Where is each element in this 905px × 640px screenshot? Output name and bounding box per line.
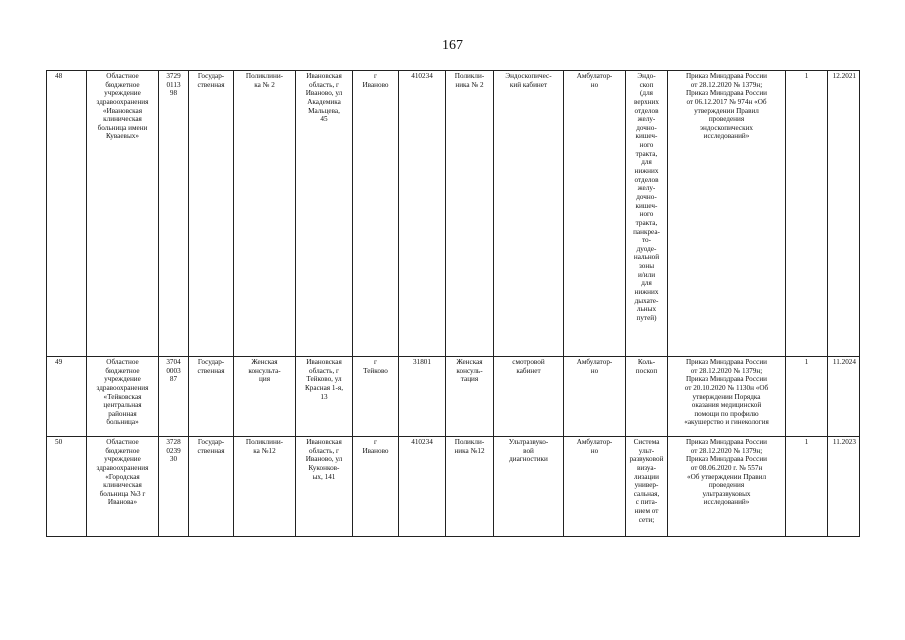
- care-condition: Амбулатор- но: [564, 71, 626, 357]
- settlement: г Иваново: [353, 437, 399, 537]
- delivery-date: 12.2021: [828, 71, 860, 357]
- organization-code: 3728 0239 30: [159, 437, 189, 537]
- address: Ивановская область, г Тейково, ул Красная 1-я, 13: [296, 357, 353, 437]
- department: Женская консуль- тация: [446, 357, 494, 437]
- care-condition: Амбулатор- но: [564, 437, 626, 537]
- row-number: 49: [47, 357, 87, 437]
- equipment-name: Система ульт- развуковой визуа- лизации универ- сальная, с пита- нием от сети;: [626, 437, 668, 537]
- organization-name: Областное бюджетное учреждение здравоохранения «Тейковская центральная районная больница»: [87, 357, 159, 437]
- department: Поликли- ника № 2: [446, 71, 494, 357]
- address: Ивановская область, г Иваново, ул Академика Мальцева, 45: [296, 71, 353, 357]
- room-name: смотровой кабинет: [494, 357, 564, 437]
- care-condition: Амбулатор- но: [564, 357, 626, 437]
- ownership-form: Государ- ственная: [189, 71, 234, 357]
- organization-code: 3729 0113 98: [159, 71, 189, 357]
- equipment-table: [46, 70, 860, 537]
- regulation-order: Приказ Минздрава России от 28.12.2020 № 1379н; Приказ Минздрава России от 06.12.2017 № 974н «Об утверждении Правил проведения эндоскопических исследований»: [668, 71, 786, 357]
- unit-name: Женская консульта- ция: [234, 357, 296, 437]
- code-number: 31801: [399, 357, 446, 437]
- department: Поликли- ника №12: [446, 437, 494, 537]
- regulation-order: Приказ Минздрава России от 28.12.2020 № 1379н; Приказ Минздрава России от 08.06.2020 г. № 557н «Об утверждении Правил проведения ультразвуковых исследований»: [668, 437, 786, 537]
- equipment-name: Эндо- скоп (для верхних отделов желу- дочно- кишеч- ного тракта, для нижних отделов желу- дочно- кишеч- ного тракта, панкреа- то- дуоде- нальной зоны и/или для нижних дыхате- льных путей): [626, 71, 668, 357]
- quantity: 1: [786, 437, 828, 537]
- settlement: г Иваново: [353, 71, 399, 357]
- unit-name: Поликлини- ка № 2: [234, 71, 296, 357]
- organization-code: 3704 0003 87: [159, 357, 189, 437]
- row-number: 50: [47, 437, 87, 537]
- page-number: 167: [442, 38, 463, 53]
- quantity: 1: [786, 71, 828, 357]
- ownership-form: Государ- ственная: [189, 357, 234, 437]
- organization-name: Областное бюджетное учреждение здравоохранения «Ивановская клиническая больница имени Куваевых»: [87, 71, 159, 357]
- organization-name: Областное бюджетное учреждение здравоохранения «Городская клиническая больница №3 г Иванова»: [87, 437, 159, 537]
- settlement: г Тейково: [353, 357, 399, 437]
- unit-name: Поликлини- ка №12: [234, 437, 296, 537]
- code-number: 410234: [399, 71, 446, 357]
- delivery-date: 11.2023: [828, 437, 860, 537]
- address: Ивановская область, г Иваново, ул Куконков- ых, 141: [296, 437, 353, 537]
- table-row: [47, 357, 860, 437]
- quantity: 1: [786, 357, 828, 437]
- equipment-name: Коль- поскоп: [626, 357, 668, 437]
- code-number: 410234: [399, 437, 446, 537]
- delivery-date: 11.2024: [828, 357, 860, 437]
- table-row: [47, 71, 860, 357]
- room-name: Ультразвуко- вой диагностики: [494, 437, 564, 537]
- row-number: 48: [47, 71, 87, 357]
- room-name: Эндоскопичес- кий кабинет: [494, 71, 564, 357]
- table-row: [47, 437, 860, 537]
- ownership-form: Государ- ственная: [189, 437, 234, 537]
- regulation-order: Приказ Минздрава России от 28.12.2020 № 1379н; Приказ Минздрава России от 20.10.2020 № 1130н «Об утверждении Порядка оказания медицинской помощи по профилю «акушерство и гинекология: [668, 357, 786, 437]
